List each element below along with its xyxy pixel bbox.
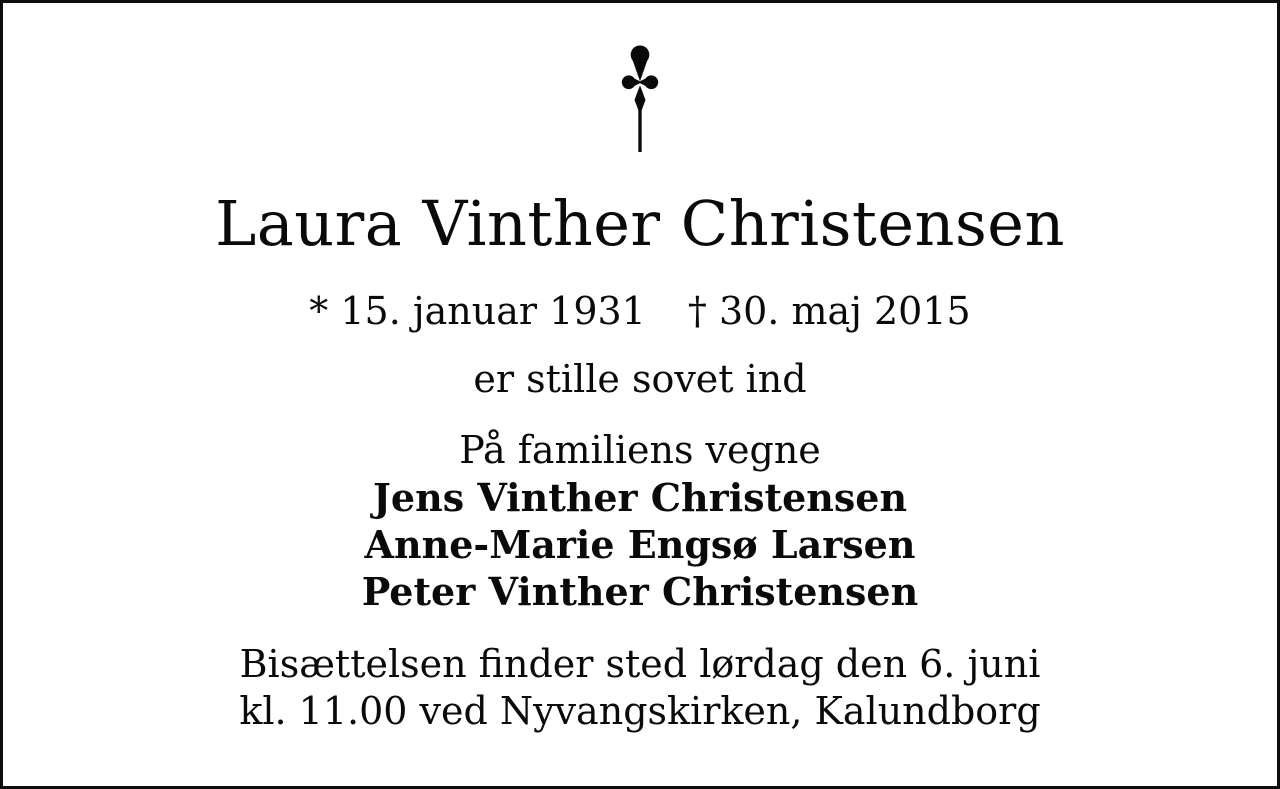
ceremony-line1: Bisættelsen finder sted lørdag den 6. juni: [239, 642, 1041, 686]
deceased-name: Laura Vinther Christensen: [215, 187, 1065, 260]
life-dates: [309, 288, 970, 335]
family-member: Peter Vinther Christensen: [361, 569, 919, 614]
family-member: Anne-Marie Engsø Larsen: [364, 522, 916, 567]
memorial-cross-icon: [621, 42, 659, 152]
family-member: Jens Vinther Christensen: [372, 475, 908, 520]
death-date: † 30. maj 2015: [687, 289, 971, 333]
farewell-message: er stille sovet ind: [473, 357, 807, 401]
ceremony-info: [239, 641, 1040, 735]
birth-date: * 15. januar 1931: [309, 289, 646, 333]
family-block: [362, 427, 918, 615]
ceremony-line2: kl. 11.00 ved Nyvangskirken, Kalundborg: [239, 689, 1041, 733]
family-intro: På familiens vegne: [459, 428, 821, 472]
